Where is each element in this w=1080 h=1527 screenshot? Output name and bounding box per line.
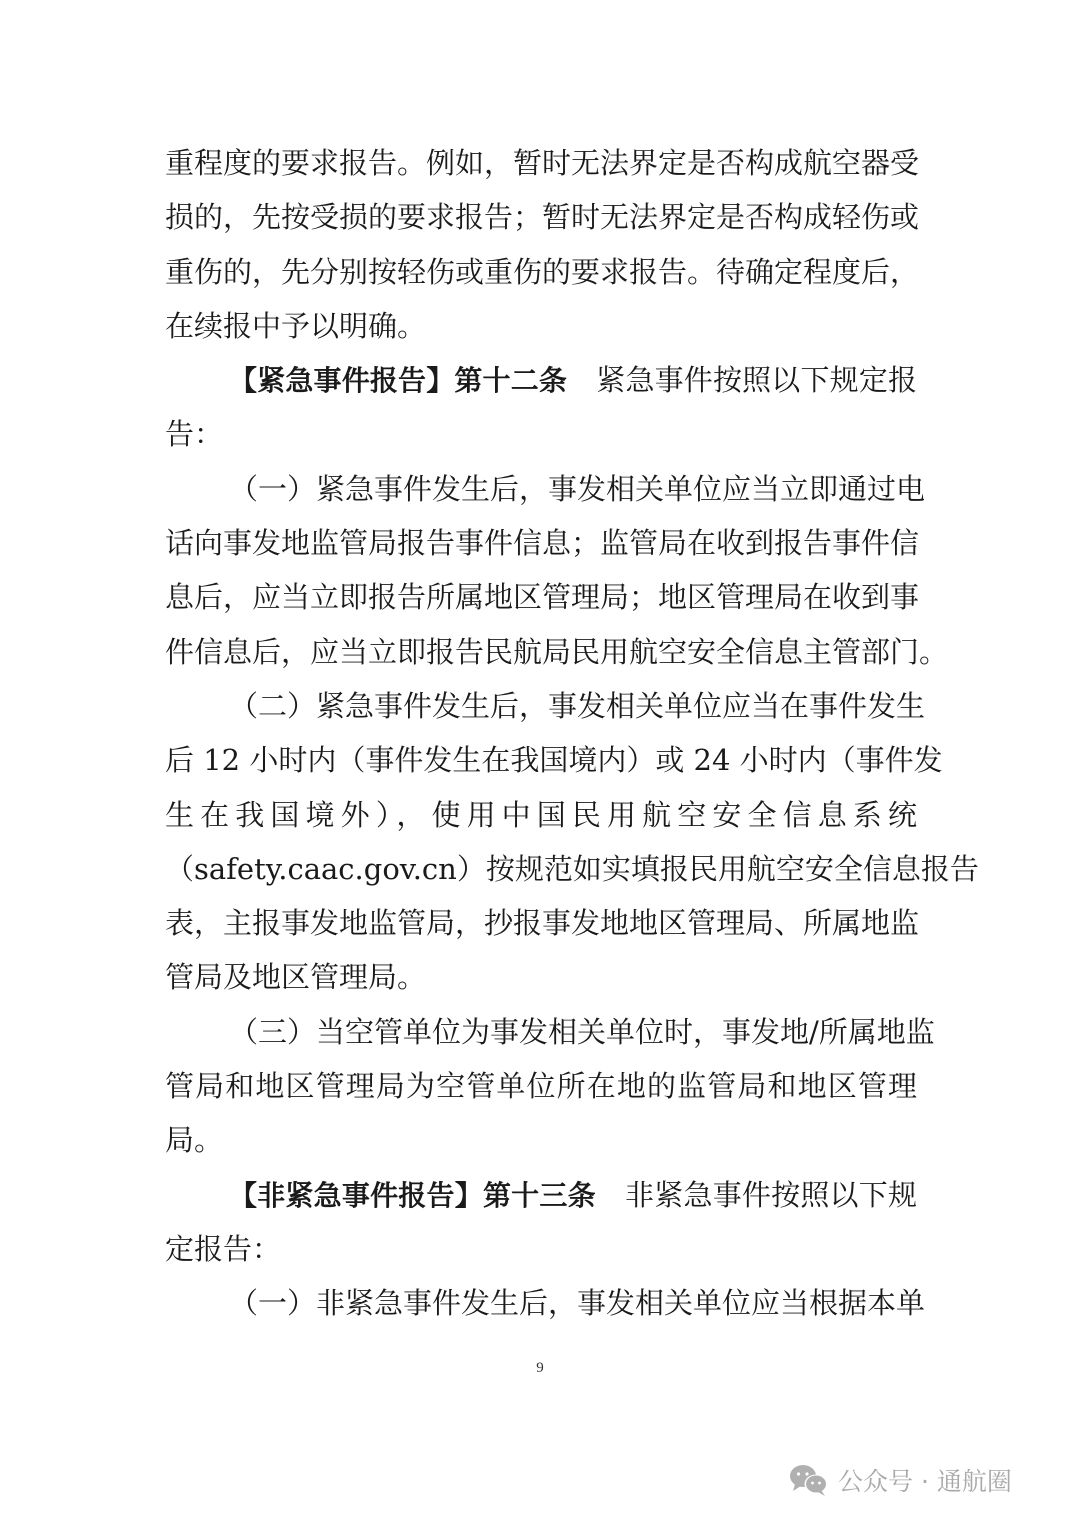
- watermark: [788, 1462, 1012, 1498]
- text-line: 话向事发地监管局报告事件信息；监管局在收到报告事件信: [165, 526, 920, 561]
- text-line: （一）紧急事件发生后，事发相关单位应当立即通过电: [229, 471, 926, 506]
- text-line: 管局及地区管理局。: [165, 960, 427, 995]
- text-line: （三）当空管单位为事发相关单位时，事发地/所属地监: [229, 1014, 935, 1049]
- text-line: （一）非紧急事件发生后，事发相关单位应当根据本单: [229, 1286, 926, 1321]
- page-number: 9: [536, 1360, 544, 1376]
- text-line: 管局和地区管理局为空管单位所在地的监管局和地区管理: [165, 1069, 917, 1104]
- text-line: 息后，应当立即报告所属地区管理局；地区管理局在收到事: [165, 580, 920, 615]
- text-line: 告：: [165, 417, 224, 452]
- article-12-heading: 【紧急事件报告】第十二条: [229, 364, 568, 398]
- text-line: （safety.caac.gov.cn）按规范如实填报民用航空安全信息报告: [165, 851, 979, 886]
- text-line: 件信息后，应当立即报告民航局民用航空安全信息主管部门。: [165, 634, 949, 669]
- text-line: 定报告：: [165, 1231, 282, 1266]
- text-line: 生在我国境外），使用中国民用航空安全信息系统: [165, 797, 917, 832]
- text-line: 局。: [165, 1123, 224, 1158]
- text-line: 重伤的，先分别按轻伤或重伤的要求报告。待确定程度后，: [165, 254, 920, 289]
- article-13-heading-line: 【非紧急事件报告】第十三条 非紧急事件按照以下规: [229, 1177, 917, 1212]
- watermark-text: 公众号 · 通航圈: [838, 1467, 1012, 1496]
- wechat-icon: [788, 1462, 830, 1498]
- article-12-heading-line: 【紧急事件报告】第十二条 紧急事件按照以下规定报: [229, 363, 918, 398]
- text-line: 后 12 小时内（事件发生在我国境内）或 24 小时内（事件发: [165, 743, 943, 778]
- text-line: 表，主报事发地监管局，抄报事发地地区管理局、所属地监: [165, 906, 920, 941]
- text-line: 在续报中予以明确。: [165, 308, 427, 343]
- text-line: 损的，先按受损的要求报告；暂时无法界定是否构成轻伤或: [165, 200, 920, 235]
- text-line: （二）紧急事件发生后，事发相关单位应当在事件发生: [229, 688, 926, 723]
- article-13-heading: 【非紧急事件报告】第十三条: [229, 1178, 596, 1212]
- text-line: 重程度的要求报告。例如，暂时无法界定是否构成航空器受: [165, 146, 920, 180]
- document-body: [165, 136, 979, 1331]
